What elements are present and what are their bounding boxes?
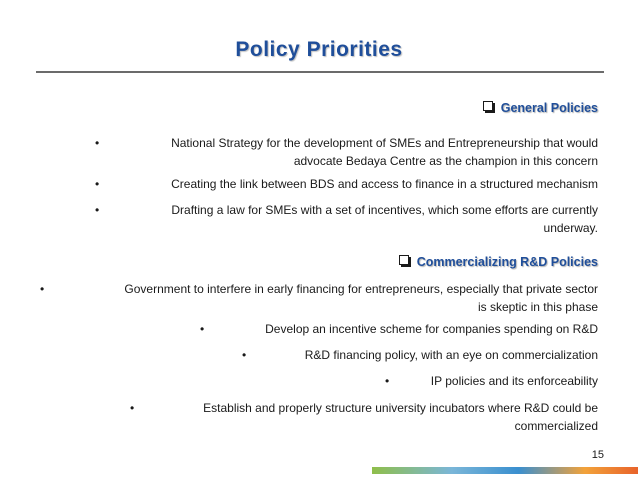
list-item	[0, 175, 638, 193]
title-divider	[36, 71, 604, 73]
bullet-dot-icon: •	[200, 322, 205, 336]
bullet-dot-icon: •	[130, 401, 135, 415]
bullet-dot-icon: •	[95, 203, 100, 217]
page-number: 15	[591, 449, 604, 461]
bullet-text-line: Drafting a law for SMEs with a set of incentives, which some efforts are currently	[171, 203, 598, 217]
bullet-dot-icon: •	[40, 282, 45, 296]
footer-color-bar	[372, 467, 638, 474]
bullet-text-line: IP policies and its enforceability	[430, 374, 598, 388]
list-item	[0, 134, 638, 170]
list-item	[0, 320, 638, 338]
bullet-text-line: is skeptic in this phase	[477, 300, 598, 314]
bullet-text-line: R&D financing policy, with an eye on commercialization	[304, 348, 598, 362]
bullet-dot-icon: •	[95, 177, 100, 191]
checkbox-bullet-icon	[483, 101, 493, 111]
bullet-text-line: Develop an incentive scheme for companies spending on R&D	[265, 322, 598, 336]
bullet-text-line: commercialized	[514, 419, 598, 433]
list-item	[0, 346, 638, 364]
section-heading-general-policies: General Policies	[483, 101, 598, 115]
section-heading-commercializing-rd: Commercializing R&D Policies	[399, 255, 598, 269]
list-item	[0, 399, 638, 435]
bullet-text-line: advocate Bedaya Centre as the champion in this concern	[293, 154, 598, 168]
checkbox-bullet-icon	[399, 255, 409, 265]
bullet-dot-icon: •	[385, 374, 390, 388]
list-item	[0, 201, 638, 237]
bullet-text-line: National Strategy for the development of SMEs and Entrepreneurship that would	[171, 136, 598, 150]
list-item	[0, 280, 638, 316]
bullet-dot-icon: •	[242, 348, 247, 362]
list-item	[0, 372, 638, 390]
bullet-text-line: underway.	[543, 221, 598, 235]
bullet-text-line: Creating the link between BDS and access to finance in a structured mechanism	[171, 177, 598, 191]
bullet-text-line: Establish and properly structure university incubators where R&D could be	[203, 401, 598, 415]
bullet-text-line: Government to interfere in early financing for entrepreneurs, especially that private sector	[124, 282, 598, 296]
bullet-dot-icon: •	[95, 136, 100, 150]
slide-title: Policy Priorities	[235, 38, 403, 61]
